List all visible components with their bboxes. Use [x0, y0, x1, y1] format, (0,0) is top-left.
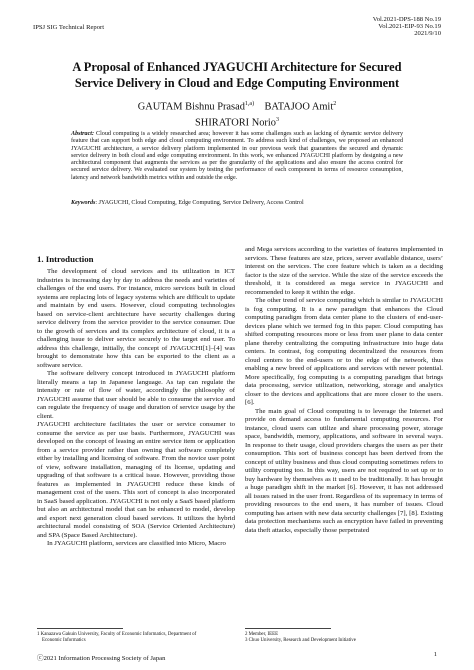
footnote-rule-left: [37, 628, 123, 629]
paragraph: The development of cloud services and its utilization in ICT industries is increasing day by day to address the needs and varieties of challenges of the end users. For instance, micro services built in cloud systems are replacing lots of legacy systems which are difficult to update and maintain by end users. However, cloud computing technologies based on service-client architecture have security challenges during service delivery from the service provider to the service consumer. Due to the growth of services and its complex architecture of cloud, it is a challenging issue to deliver service securely to the target end user. To address this challenge, initially, the concept of JYAGUCHI[1]–[4] was brought to demonstrate how this can be exported to the client as a software service.: [37, 268, 235, 369]
right-column: [245, 246, 443, 535]
footnote-rule-right: [245, 628, 331, 629]
section-heading: 1. Introduction: [37, 254, 94, 264]
paragraph: JYAGUCHI architecture facilitates the user or service consumer to consume the service as per use basis. Furthermore, JYAGUCHI was developed on the concept of leasing an entire service item or application from a service provider rather than owning that software completely either by installing and licensing of software. From the novice user point of view, software installation, managing of its license, updating and upgrading of that software is a critical issue. However, providing those features as implemented in JYAGUCHI reduce these kinds of management cost of the users. This sort of concept is also incorporated in SaaS based application. JYAGUCHI is not only a SaaS based platform but also an architectural model that can be enhanced to model, develop and export next generation cloud based services. It utilizes the hybrid architectural model consisting of SOA (Service Oriented Architecture) and SPA (Space Based Architecture).: [37, 421, 235, 539]
footnote-2: 2 Member, IEEE: [245, 632, 279, 637]
title-line-1: A Proposal of Enhanced JYAGUCHI Architecture for Secured: [72, 60, 402, 74]
abstract: [71, 131, 403, 182]
abstract-label: Abstract:: [71, 131, 95, 137]
footnote-3: 3 Chuo University, Research and Development Initiative: [245, 637, 356, 643]
keywords: [71, 200, 403, 207]
page-number: 1: [433, 651, 437, 658]
copyright-notice: ⓒ2021 Information Processing Society of Japan: [37, 655, 166, 662]
paragraph: The main goal of Cloud computing is to leverage the Internet and provide on demand access to fundamental computing resources. For instance, cloud users can utilize and share processing power, storage space, bandwidth, memory, applications, and software in several ways. In response to their usage, cloud providers charges the users as per their consumption. This sort of business concept has been derived from the concept of utility business and thus cloud computing sometimes refers to utility computing too. In this way, users are not required to set up or to buy hardware by themselves as it used to be traditionally. It has brought a huge paradigm shift in the market [6]. However, it has not addressed all issues raised in the user front. Regardless of its supremacy in terms of providing resources to the end users, it has number of issues. Cloud computing has arisen with new data security challenges [7], [8]. Existing data protection mechanisms such as encryption have failed in preventing data theft attacks, especially those perpetrated: [245, 407, 443, 534]
author-3-affiliation: 3: [275, 116, 279, 123]
paragraph: and Mega services according to the varieties of features implemented in services. These features are size, prices, server available distance, users’ interest on the services. The core feature which is taken as a deciding factor is the size of the service. While the size of the service exceeds the threshold, it is considered as mega service in JYAGUCHI and recommended to keep it within the edge.: [245, 246, 443, 296]
keywords-text: : JYAGUCHI, Cloud Computing, Edge Computing, Service Delivery, Access Control: [95, 200, 304, 206]
keywords-label: Keywords: [71, 200, 96, 206]
footnote-left: [37, 632, 237, 644]
date-line: 2021/9/10: [414, 30, 441, 38]
author-1-affiliation: 1,a): [244, 101, 255, 107]
footnote-1-line-1: 1 Kanazawa Gakuin University, Faculty of Economic Informatics, Department of: [37, 632, 197, 637]
title-line-2: Service Delivery in Cloud and Edge Computing Environment: [74, 75, 400, 90]
paragraph: The other trend of service computing which is similar to JYAGUCHI is fog computing. It is a new paradigm that enhances the Cloud computing paradigm from data center plane to the clusters of end-user-devices plane which we termed fog in this paper. Cloud computing has shifted computing resources more or less from user plane to data center plane thereby centralizing the computing infrastructure into huge data centers. In contrast, fog computing decentralized the resources from cloud centers to the end-users or to the edge of the network, thus enabling a new breed of applications and services with newer potential. More specifically, fog computing is a computing paradigm that brings data processing, service utilization, networking, storage and analytics closer to the devices and applications that are more closer to the users. [6].: [245, 297, 443, 406]
paragraph: The software delivery concept introduced in JYAGUCHI platform literally means a tap in Japanese language. As tap can regulate the intensity or rate of flow of water, accordingly the philosophy of JYAGUCHI assume that user should be able to consume the service and can regulate the frequency of usage and duration of service usage by the client.: [37, 370, 235, 420]
author-2-affiliation: 2: [333, 101, 337, 107]
running-header-right: [373, 16, 441, 38]
footnote-right: [245, 632, 445, 644]
author-list: [0, 98, 474, 130]
author-3: SHIRATORI Norio: [195, 117, 276, 129]
paper-title: [0, 60, 474, 91]
volume-line-2: Vol.2021-EIP-93 No.19: [378, 23, 441, 31]
volume-line-1: Vol.2021-DPS-188 No.19: [372, 16, 441, 23]
left-column: [37, 268, 235, 549]
footnote-1-line-2: Economic Informatics: [42, 637, 86, 643]
author-1: GAUTAM Bishnu Prasad: [137, 101, 245, 113]
running-header-left: IPSJ SIG Technical Report: [33, 24, 105, 31]
abstract-text: Cloud computing is a widely researched area; however it has some challenges such as lacking of dynamic service delivery feature that can support both edge and cloud computing environment. To address such kind of challenges, we proposed an enhanced JYAGUCHI architecture, a service delivery platform implemented in our previous work that guarantees the secured and dynamic service delivery in both cloud and edge computing environment. In this work, we enhanced JYAGUCHI platform by designing a new architectural component that augments the services as per the granularity of the applications and also ensure the access control for secured service delivery. We evaluated our system by testing the performance of each component in terms of resource consumption, latency and network bandwidth metrics within and outside the edge.: [71, 131, 403, 181]
author-2: BATAJOO Amit: [264, 101, 334, 113]
paragraph: In JYAGUCHI platform, services are classified into Micro, Macro: [47, 540, 226, 547]
